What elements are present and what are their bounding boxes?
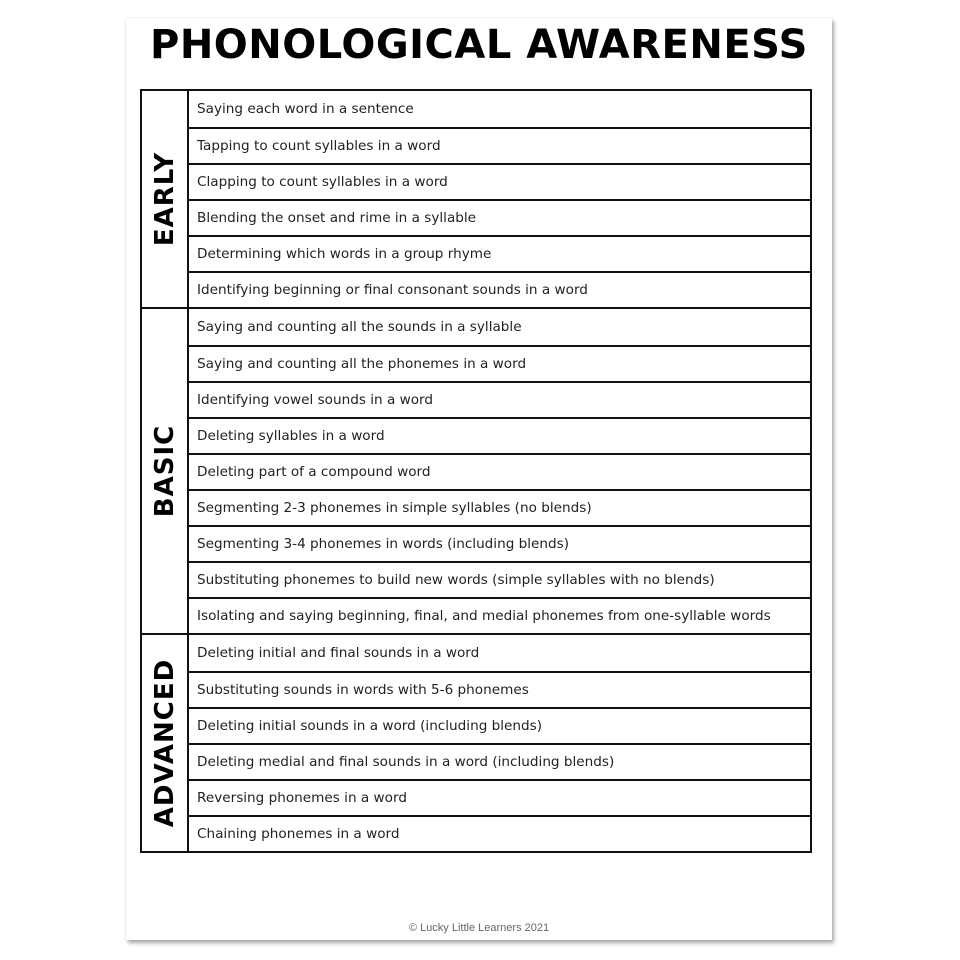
table-row: Deleting syllables in a word: [189, 417, 810, 453]
table-row: Saying and counting all the sounds in a syllable: [197, 319, 522, 335]
section-label-cell: [142, 91, 189, 307]
table-row: Substituting sounds in words with 5-6 phonemes: [189, 671, 810, 707]
section-label-basic: BASIC: [149, 424, 180, 518]
table-row: Deleting medial and final sounds in a word (including blends): [189, 743, 810, 779]
page-title: PHONOLOGICAL AWARENESS: [150, 22, 808, 68]
section-basic: [142, 307, 810, 633]
skills-table: [140, 89, 812, 853]
table-row: Identifying beginning or final consonant sounds in a word: [189, 271, 810, 307]
table-row: Saying and counting all the phonemes in a word: [189, 345, 810, 381]
table-row: Clapping to count syllables in a word: [189, 163, 810, 199]
section-label-advanced: ADVANCED: [149, 658, 180, 828]
table-row: Deleting part of a compound word: [189, 453, 810, 489]
table-row: Tapping to count syllables in a word: [189, 127, 810, 163]
table-row: Segmenting 3-4 phonemes in words (including blends): [189, 525, 810, 561]
worksheet-page: [126, 18, 832, 940]
section-rows: [189, 309, 810, 633]
table-row: Reversing phonemes in a word: [189, 779, 810, 815]
table-row: Saying each word in a sentence: [197, 101, 414, 117]
section-label-early: EARLY: [149, 151, 180, 247]
table-row: Identifying vowel sounds in a word: [189, 381, 810, 417]
section-early: [142, 91, 810, 307]
table-row: Determining which words in a group rhyme: [189, 235, 810, 271]
copyright-footer: © Lucky Little Learners 2021: [408, 922, 550, 934]
section-advanced: [142, 633, 810, 851]
table-row: Deleting initial and final sounds in a word: [197, 645, 480, 661]
section-rows: [189, 635, 810, 851]
table-row: Chaining phonemes in a word: [189, 815, 810, 851]
section-label-cell: [142, 309, 189, 633]
table-row: Deleting initial sounds in a word (including blends): [189, 707, 810, 743]
table-row: Isolating and saying beginning, final, and medial phonemes from one-syllable words: [189, 597, 810, 633]
table-row: Segmenting 2-3 phonemes in simple syllables (no blends): [189, 489, 810, 525]
section-rows: [189, 91, 810, 307]
section-label-cell: [142, 635, 189, 851]
table-row: Substituting phonemes to build new words (simple syllables with no blends): [189, 561, 810, 597]
table-row: Blending the onset and rime in a syllable: [189, 199, 810, 235]
